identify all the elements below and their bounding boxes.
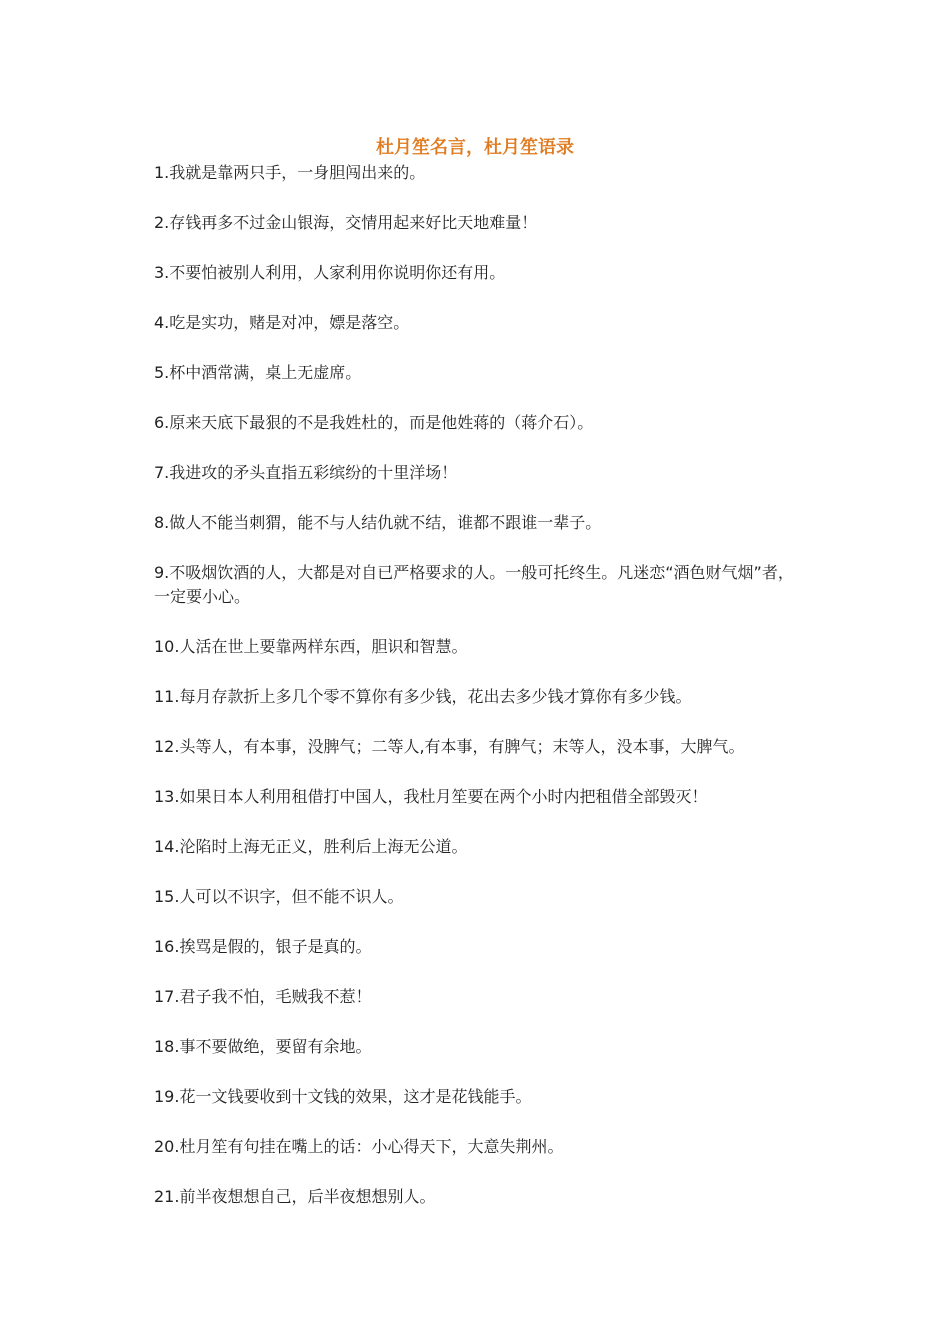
list-item: 18.事不要做绝，要留有余地。	[154, 1037, 372, 1056]
list-item: 13.如果日本人利用租借打中国人，我杜月笙要在两个小时内把租借全部毁灭！	[154, 787, 708, 806]
list-item: 8.做人不能当刺猬，能不与人结仇就不结，谁都不跟谁一辈子。	[154, 513, 602, 532]
list-item: 15.人可以不识字，但不能不识人。	[154, 887, 404, 906]
list-item: 20.杜月笙有句挂在嘴上的话：小心得天下，大意失荆州。	[154, 1137, 564, 1156]
list-item: 2.存钱再多不过金山银海，交情用起来好比天地难量！	[154, 213, 538, 232]
list-item: 16.挨骂是假的，银子是真的。	[154, 937, 372, 956]
list-item: 7.我进攻的矛头直指五彩缤纷的十里洋场！	[154, 463, 458, 482]
list-item: 21.前半夜想想自己，后半夜想想别人。	[154, 1187, 436, 1206]
list-item: 17.君子我不怕，毛贼我不惹！	[154, 987, 372, 1006]
list-item: 19.花一文钱要收到十文钱的效果，这才是花钱能手。	[154, 1087, 532, 1106]
page-title: 杜月笙名言，杜月笙语录	[376, 137, 574, 158]
list-item: 9.不吸烟饮酒的人，大都是对自已严格要求的人。一般可托终生。凡迷恋“酒色财气烟”者，一定要小心。	[154, 563, 794, 606]
list-item: 12.头等人，有本事，没脾气；二等人,有本事，有脾气；末等人，没本事，大脾气。	[154, 737, 745, 756]
list-item: 1.我就是靠两只手，一身胆闯出来的。	[154, 163, 426, 182]
list-item: 10.人活在世上要靠两样东西，胆识和智慧。	[154, 637, 468, 656]
list-item: 6.原来天底下最狠的不是我姓杜的，而是他姓蒋的（蒋介石）。	[154, 413, 594, 432]
list-item: 4.吃是实功，赌是对冲，嫖是落空。	[154, 313, 410, 332]
list-item: 14.沦陷时上海无正义，胜利后上海无公道。	[154, 837, 468, 856]
quote-list	[154, 161, 794, 1235]
list-item: 11.每月存款折上多几个零不算你有多少钱，花出去多少钱才算你有多少钱。	[154, 687, 692, 706]
list-item: 5.杯中酒常满，桌上无虚席。	[154, 363, 362, 382]
list-item: 3.不要怕被别人利用，人家利用你说明你还有用。	[154, 263, 506, 282]
